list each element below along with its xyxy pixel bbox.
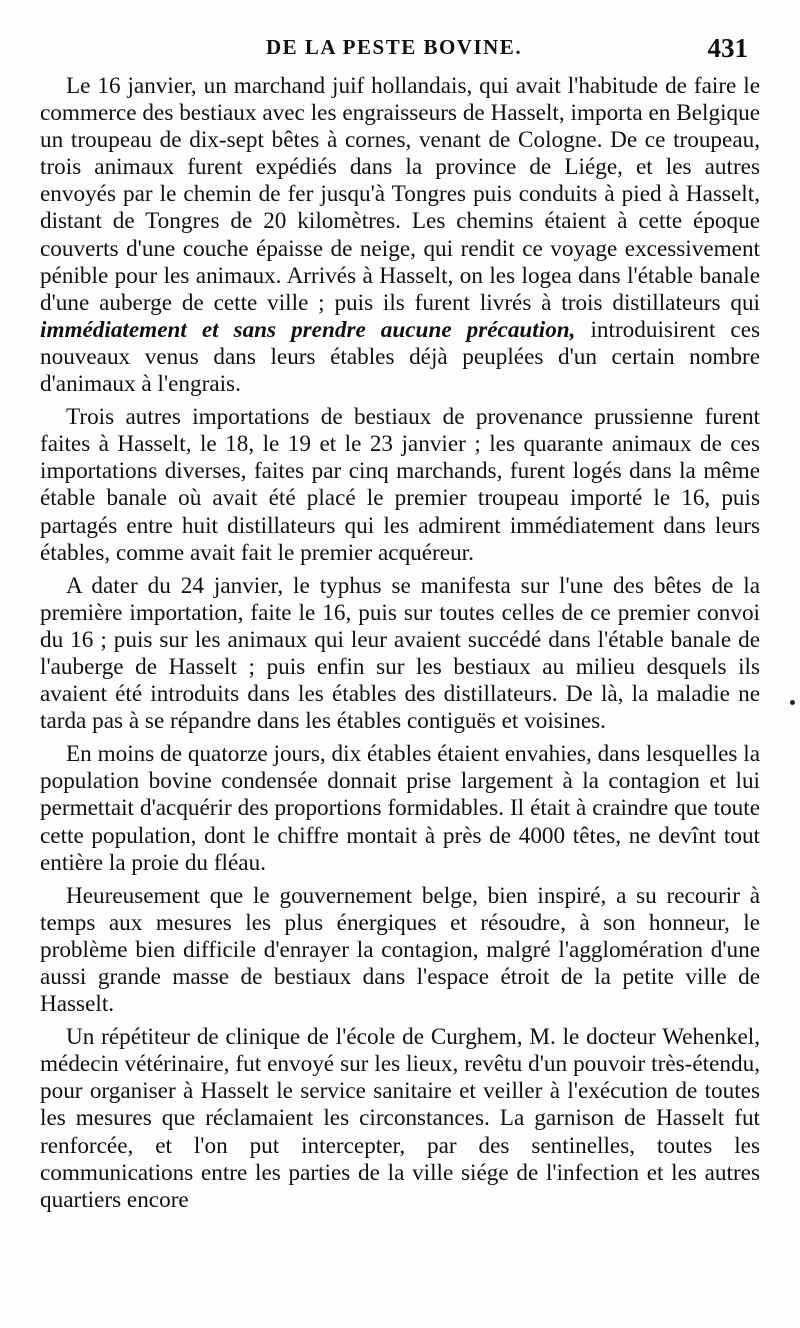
paragraph-4: En moins de quatorze jours, dix étables étaient envahies, dans lesquelles la population bovine condensée donnait prise largement à la contagion et lui permettait d'acquérir des proportions formidables. Il était à craindre que toute cette population, dont le chiffre montait à près de 4000 têtes, ne devînt tout entière la proie du fléau. bbox=[40, 741, 760, 876]
paragraph-6: Un répétiteur de clinique de l'école de Curghem, M. le docteur Wehenkel, médecin vétérinaire, fut envoyé sur les lieux, revêtu d'un pouvoir très-étendu, pour organiser à Hasselt le service sanitaire et veiller à l'exécution de toutes les mesures que réclamaient les circonstances. La garnison de Hasselt fut renforcée, et l'on put intercepter, par des sentinelles, toutes les communications entre les parties de la ville siége de l'infection et les autres quartiers encore bbox=[40, 1024, 760, 1213]
paragraph-5: Heureusement que le gouvernement belge, bien inspiré, a su recourir à temps aux mesures les plus énergiques et résoudre, à son honneur, le problème bien difficile d'enrayer la contagion, malgré l'agglomération d'une aussi grande masse de bestiaux dans l'espace étroit de la petite ville de Hasselt. bbox=[40, 882, 760, 1018]
paragraph-1-text-a: Le 16 janvier, un marchand juif hollandais, qui avait l'habitude de faire le commerce des bestiaux avec les engraisseurs de Hasselt, importa en Belgique un troupeau de dix-sept bêtes à cornes, venant de Cologne. De ce troupeau, trois animaux furent expédiés dans la province de Liége, et les autres envoyés par le chemin de fer jusqu'à Tongres puis conduits à pied à Hasselt, distant de Tongres de 20 kilomètres. Les chemins étaient à cette époque couverts d'une couche épaisse de neige, qui rendit ce voyage excessivement pénible pour les animaux. Arrivés à Hasselt, on les logea dans l'étable banale d'une auberge de cette ville ; puis ils furent livrés à trois distillateurs qui bbox=[40, 73, 760, 316]
paragraph-1-text-b: introduisirent ces nouveaux venus dans leurs étables déjà peuplées d'un certain nombre d'animaux à l'engrais. bbox=[40, 316, 761, 398]
body-text bbox=[40, 73, 760, 1214]
paragraph-1 bbox=[40, 73, 760, 398]
paragraph-1-italic-phrase: immédiatement et sans prendre aucune précaution, bbox=[40, 316, 576, 343]
paragraph-3: A dater du 24 janvier, le typhus se manifesta sur l'une des bêtes de la première importation, faite le 16, puis sur toutes celles de ce premier convoi du 16 ; puis sur les animaux qui leur avaient succédé dans l'étable banale de l'auberge de Hasselt ; puis enfin sur les bestiaux au milieu desquels ils avaient été introduits dans les étables des distillateurs. De là, la maladie ne tarda pas à se répandre dans les étables contiguës et voisines. bbox=[40, 572, 760, 735]
running-title: DE LA PESTE BOVINE. bbox=[266, 35, 523, 59]
ink-speck bbox=[790, 700, 795, 705]
page-number: 431 bbox=[707, 33, 748, 63]
paragraph-2: Trois autres importations de bestiaux de provenance prussienne furent faites à Hasselt, le 18, le 19 et le 23 janvier ; les quarante animaux de ces importations diverses, faites par cinq marchands, furent logés dans la même étable banale où avait été placé le premier troupeau importé le 16, puis partagés entre huit distillateurs qui les admirent immédiatement dans leurs étables, comme avait fait le premier acquéreur. bbox=[40, 404, 760, 566]
page-header bbox=[0, 33, 800, 73]
